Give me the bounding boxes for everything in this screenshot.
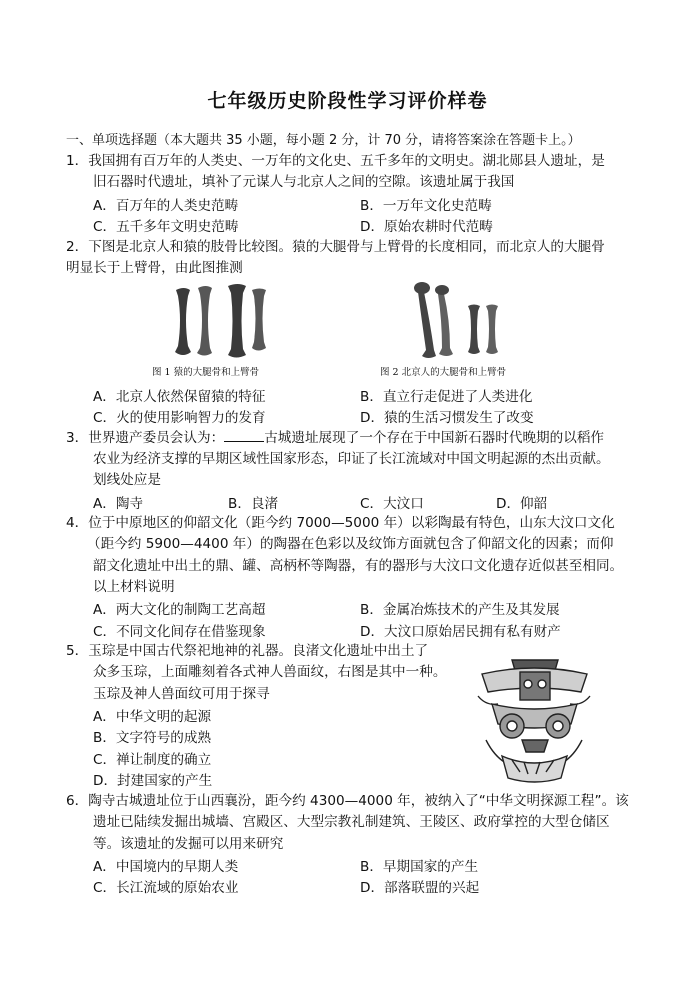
q4-stem-line1: 4．位于中原地区的仰韶文化（距今约 7000—5000 年）以彩陶最有特色，山东大汶口文化 xyxy=(66,515,615,531)
q3-option-d[interactable]: D．仰韶 xyxy=(496,496,548,512)
q1-stem-line2: 旧石器时代遗址，填补了元谋人与北京人之间的空隙。该遗址属于我国 xyxy=(93,174,515,190)
q2-option-c[interactable]: C．火的使用影响智力的发育 xyxy=(93,410,266,426)
q4-option-c[interactable]: C．不同文化间存在借鉴现象 xyxy=(93,624,266,640)
q5-stem-line2: 众多玉琮，上面雕刻着各式神人兽面纹，右图是其中一种。 xyxy=(93,664,447,680)
peking-man-bones-figure xyxy=(408,282,508,362)
q3-stem-line3: 划线处应是 xyxy=(93,472,161,488)
q4-stem-line2: （距今约 5900—4400 年）的陶器在色彩以及纹饰方面就包含了仰韶文化的因素；而仰 xyxy=(87,536,614,552)
q6-stem-line1: 6．陶寺古城遗址位于山西襄汾，距今约 4300—4000 年，被纳入了“中华文明探源工程”。该 xyxy=(66,793,629,809)
q1-option-a[interactable]: A．百万年的人类史范畴 xyxy=(93,198,239,214)
q4-option-b[interactable]: B．金属冶炼技术的产生及其发展 xyxy=(360,602,560,618)
jade-cong-mask-figure xyxy=(472,656,597,786)
q3-blank xyxy=(224,428,264,442)
q3-stem-line1 xyxy=(66,428,604,448)
q3-option-b[interactable]: B．良渚 xyxy=(228,496,279,512)
q1-option-b[interactable]: B．一万年文化史范畴 xyxy=(360,198,492,214)
q2-stem-line1: 2．下图是北京人和猿的肢骨比较图。猿的大腿骨与上臂骨的长度相同，而北京人的大腿骨 xyxy=(66,239,605,255)
figure2-caption: 图 2 北京人的大腿骨和上臂骨 xyxy=(380,367,507,378)
q1-option-d[interactable]: D．原始农耕时代范畴 xyxy=(360,219,493,235)
q4-stem-line4: 以上材料说明 xyxy=(93,579,175,595)
q1-option-c[interactable]: C．五千多年文明史范畴 xyxy=(93,219,239,235)
q5-option-b[interactable]: B．文字符号的成熟 xyxy=(93,730,212,746)
q2-option-b[interactable]: B．直立行走促进了人类进化 xyxy=(360,389,533,405)
q5-stem-line3: 玉琮及神人兽面纹可用于探寻 xyxy=(93,686,270,702)
q3-option-c[interactable]: C．大汶口 xyxy=(360,496,424,512)
q2-stem-line2: 明显长于上臂骨，由此图推测 xyxy=(66,260,243,276)
q6-option-c[interactable]: C．长江流域的原始农业 xyxy=(93,880,239,896)
q4-option-a[interactable]: A．两大文化的制陶工艺高超 xyxy=(93,602,266,618)
q1-stem-line1: 1．我国拥有百万年的人类史、一万年的文化史、五千多年的文明史。湖北郧县人遗址，是 xyxy=(66,153,605,169)
q2-option-a[interactable]: A．北京人依然保留猿的特征 xyxy=(93,389,266,405)
q6-option-b[interactable]: B．早期国家的产生 xyxy=(360,859,479,875)
q6-option-a[interactable]: A．中国境内的早期人类 xyxy=(93,859,239,875)
q5-option-c[interactable]: C．禅让制度的确立 xyxy=(93,752,212,768)
page-title: 七年级历史阶段性学习评价样卷 xyxy=(207,90,488,112)
q6-stem-line3: 等。该遗址的发掘可以用来研究 xyxy=(93,836,284,852)
q5-option-a[interactable]: A．中华文明的起源 xyxy=(93,709,212,725)
ape-bones-figure xyxy=(168,284,273,360)
q5-option-d[interactable]: D．封建国家的产生 xyxy=(93,773,213,789)
q5-stem-line1: 5．玉琮是中国古代祭祀地神的礼器。良渚文化遗址中出土了 xyxy=(66,643,429,659)
q3-stem-line2: 农业为经济支撑的早期区域性国家形态，印证了长江流域对中国文明起源的杰出贡献。 xyxy=(93,451,610,467)
q6-stem-line2: 遗址已陆续发掘出城墙、宫殿区、大型宗教礼制建筑、王陵区、政府掌控的大型仓储区 xyxy=(93,814,610,830)
q4-stem-line3: 韶文化遗址中出土的鼎、罐、高柄杯等陶器，有的器形与大汶口文化遗存近似甚至相同。 xyxy=(93,558,624,574)
q3-stem-line1-start: 3．世界遗产委员会认为： xyxy=(66,430,225,446)
figure1-caption: 图 1 猿的大腿骨和上臂骨 xyxy=(152,367,260,378)
q6-option-d[interactable]: D．部落联盟的兴起 xyxy=(360,880,480,896)
section-heading: 一、单项选择题（本大题共 35 小题，每小题 2 分，计 70 分，请将答案涂在答题卡上。） xyxy=(66,133,581,148)
q4-option-d[interactable]: D．大汶口原始居民拥有私有财产 xyxy=(360,624,561,640)
q2-option-d[interactable]: D．猿的生活习惯发生了改变 xyxy=(360,410,534,426)
q3-stem-line1-end: 古城遗址展现了一个存在于中国新石器时代晚期的以稻作 xyxy=(264,430,605,446)
q3-option-a[interactable]: A．陶寺 xyxy=(93,496,144,512)
